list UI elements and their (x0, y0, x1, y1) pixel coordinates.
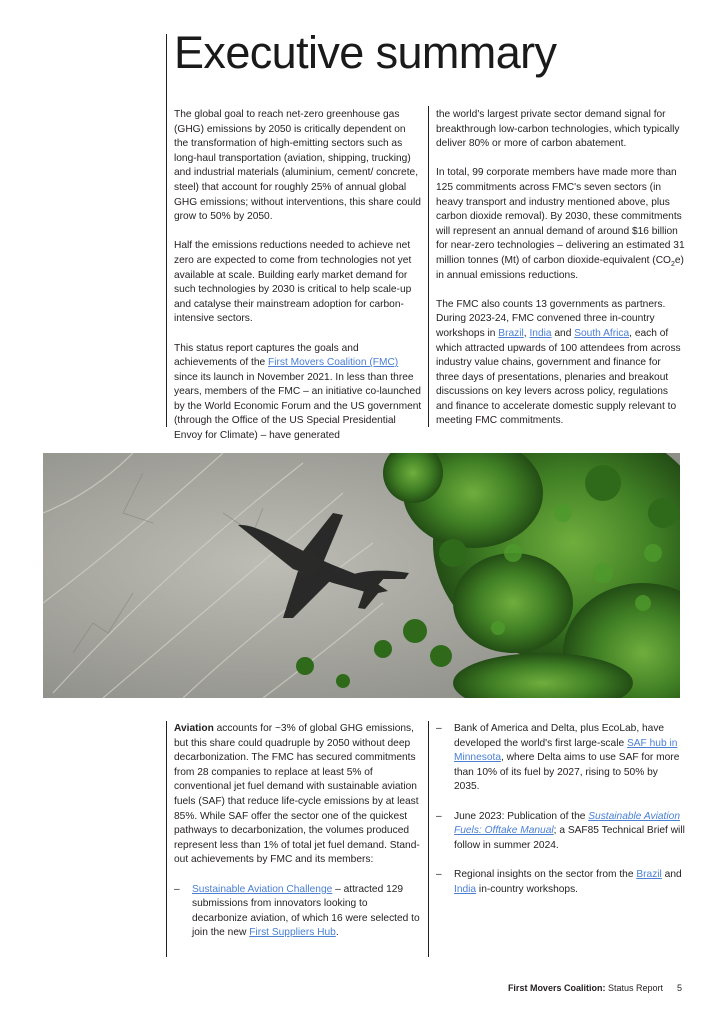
saf-hub-minnesota-link[interactable]: SAF hub in Minnesota (454, 737, 678, 764)
dash-bullet: – (436, 868, 442, 880)
aviation-paragraph (174, 722, 424, 868)
column-rule-bottom-left (166, 721, 167, 957)
intro-paragraph-5 (436, 166, 686, 283)
page-title: Executive summary (174, 27, 557, 78)
aviation-left-column (174, 722, 424, 956)
text-span: In total, 99 corporate members have made more than 125 commitments across FMC's seven sectors (in heavy transport and industry mentioned above, plus carbon dioxide removal). By 2030, these commitments will represent an annual demand of around $16 billion for near-zero technologies – delivering an estimated 31 million tonnes (Mt) of carbon dioxide-equivalent (CO (436, 167, 685, 266)
intro-left-column (174, 108, 422, 458)
sustainable-aviation-challenge-link[interactable]: Sustainable Aviation Challenge (192, 883, 333, 895)
text-span: and (551, 327, 575, 339)
aerial-photo-airplane-shadow (43, 453, 680, 698)
brazil-insights-link[interactable]: Brazil (636, 868, 662, 880)
first-suppliers-hub-link[interactable]: First Suppliers Hub (249, 927, 336, 939)
intro-paragraph-3 (174, 342, 422, 444)
achievements-list-continued (436, 722, 686, 897)
text-span: in-country workshops. (476, 883, 579, 895)
dash-bullet: – (174, 883, 180, 895)
footer-report-suffix: Status Report (605, 983, 663, 993)
intro-paragraph-6 (436, 298, 686, 429)
intro-paragraph-4: the world's largest private sector demand signal for breakthrough low-carbon technologies, which typically deliver 80% or more of carbon abatement. (436, 109, 680, 150)
page-number: 5 (676, 983, 682, 993)
column-rule-top (428, 106, 429, 427)
subscript-2: 2 (670, 260, 675, 268)
aviation-right-column (436, 722, 686, 912)
saf-offtake-manual-link[interactable]: Sustainable Aviation Fuels: Offtake Manual (454, 810, 680, 837)
intro-paragraph-1: The global goal to reach net-zero greenhouse gas (GHG) emissions by 2050 is critically dependent on the transformation of high-emitting sectors such as long-haul transportation (aviation, shipping, trucking) and industrial materials (aluminium, cement/ concrete, steel) that account for roughly 25% of annual global GHG emissions; without interventions, this share could grow to 50% by 2050. (174, 109, 421, 223)
text-span: . (335, 927, 339, 939)
list-item (436, 810, 686, 854)
achievements-list (174, 883, 424, 941)
brazil-workshop-link[interactable]: Brazil (498, 327, 524, 339)
text-span: Regional insights on the sector from the (454, 868, 637, 880)
dash-bullet: – (436, 723, 442, 734)
text-span: e) in annual emissions reductions. (436, 254, 684, 281)
india-workshop-link[interactable]: India (529, 327, 552, 339)
text-span: ; a SAF85 Technical Brief will follow in summer 2024. (454, 825, 685, 851)
text-span: The FMC also counts 13 governments as partners. During 2023-24, FMC convened three in-country workshops in (436, 298, 666, 339)
text-span: , where Delta aims to use SAF for more than 10% of its fuel by 2027, rising to 50% by 2035. (454, 752, 680, 793)
text-span: , (523, 327, 530, 339)
list-item (436, 722, 686, 795)
india-insights-link[interactable]: India (454, 883, 477, 895)
text-span: since its launch in November 2021. In less than three years, members of the FMC – an initiative co-launched by the World Economic Forum and the US government (through the Office of the US Special Presidential Envoy for Climate) – have generated (174, 371, 422, 442)
list-item (436, 868, 686, 897)
list-item (174, 883, 424, 941)
text-span: – attracted 129 submissions from innovators looking to decarbonize aviation, of which 16 were selected to join the new (192, 883, 420, 939)
column-rule-bottom-mid (428, 721, 429, 957)
footer-report-name: First Movers Coalition: (507, 983, 606, 993)
south-africa-workshop-link[interactable]: South Africa (574, 327, 630, 339)
text-span: , each of which attracted upwards of 100 attendees from across industry value chains, government and finance for three days of presentations, plenaries and breakout discussions on key levers across policy, regulations and finance to accelerate domestic supply relevant to meeting FMC commitments. (436, 327, 681, 427)
aviation-lead: Aviation (174, 723, 214, 734)
title-rule (166, 34, 167, 427)
intro-right-column (436, 108, 686, 444)
text-span: This status report captures the goals and achievements of the (174, 342, 359, 369)
text-span: and (661, 868, 682, 880)
text-span: accounts for ~3% of global GHG emissions, but this share could quadruple by 2050 without deep decarbonization. The FMC has secured commitments from 28 companies to replace at least 5% of conventional jet fuel demand with sustainable aviation fuels (SAF) that reduce life-cycle emissions by at least 85%. While SAF offer the sector one of the quickest pathways to decarbonization, the volumes produced represent less than 1% of total jet fuel demand. Stand-out achievements by FMC and its members: (174, 723, 420, 866)
intro-paragraph-2: Half the emissions reductions needed to achieve net zero are expected to come from technologies not yet available at scale. Building early market demand for such technologies by 2030 is critical to help scale-up and catalyse their mainstream adoption for carbon-intensive sectors. (174, 240, 412, 325)
fmc-link[interactable]: First Movers Coalition (FMC) (268, 357, 399, 369)
text-span: Bank of America and Delta, plus EcoLab, have developed the world's first large-scale (454, 723, 665, 749)
text-span: June 2023: Publication of the (454, 810, 589, 822)
page-footer (508, 983, 682, 993)
dash-bullet: – (436, 810, 442, 822)
